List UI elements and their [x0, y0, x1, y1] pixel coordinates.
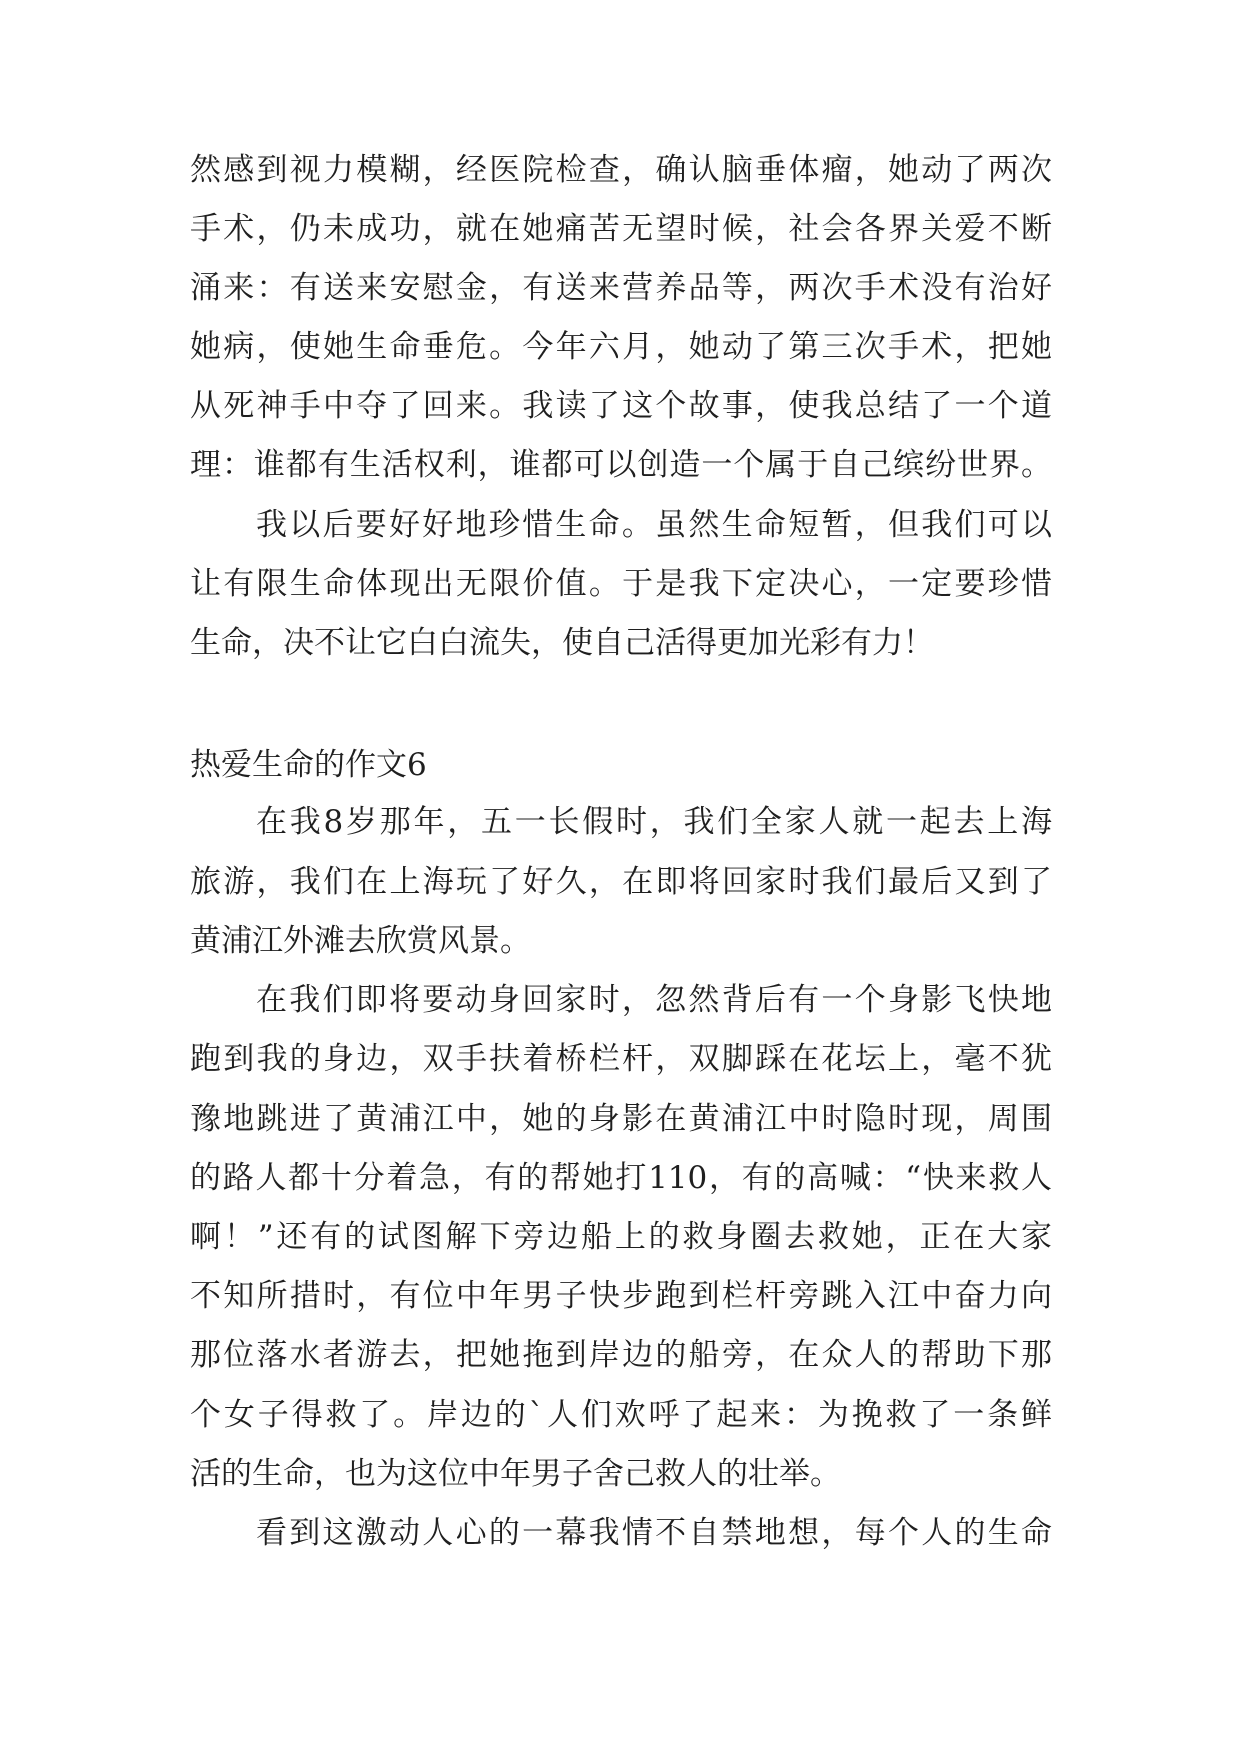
- paragraph-line: 那位落水者游去，把她拖到岸边的船旁，在众人的帮助下那: [190, 1337, 1052, 1373]
- section-heading: 热爱生命的作文6: [190, 747, 427, 783]
- paragraph-line: 个女子得救了。岸边的`人们欢呼了起来：为挽救了一条鲜: [190, 1397, 1052, 1433]
- paragraph-line: 豫地跳进了黄浦江中，她的身影在黄浦江中时隐时现，周围: [190, 1101, 1052, 1137]
- paragraph-line: 的路人都十分着急，有的帮她打110，有的高喊：“快来救人: [190, 1160, 1052, 1196]
- paragraph-line: 跑到我的身边，双手扶着桥栏杆，双脚踩在花坛上，毫不犹: [190, 1041, 1052, 1077]
- paragraph-line: 在我8岁那年，五一长假时，我们全家人就一起去上海: [256, 804, 1052, 840]
- paragraph-line: 在我们即将要动身回家时，忽然背后有一个身影飞快地: [256, 982, 1052, 1018]
- paragraph-line: 然感到视力模糊，经医院检查，确认脑垂体瘤，她动了两次: [190, 152, 1052, 188]
- paragraph-line: 我以后要好好地珍惜生命。虽然生命短暂，但我们可以: [256, 507, 1052, 543]
- paragraph-line: 看到这激动人心的一幕我情不自禁地想，每个人的生命: [256, 1515, 1052, 1551]
- paragraph-line: 让有限生命体现出无限价值。于是我下定决心，一定要珍惜: [190, 566, 1052, 602]
- paragraph-line: 旅游，我们在上海玩了好久，在即将回家时我们最后又到了: [190, 864, 1052, 900]
- paragraph-line: 她病，使她生命垂危。今年六月，她动了第三次手术，把她: [190, 329, 1052, 365]
- paragraph-line: 涌来：有送来安慰金，有送来营养品等，两次手术没有治好: [190, 270, 1052, 306]
- paragraph-line: 活的生命，也为这位中年男子舍己救人的壮举。: [190, 1456, 841, 1492]
- paragraph-line: 黄浦江外滩去欣赏风景。: [190, 923, 531, 959]
- paragraph-line: 从死神手中夺了回来。我读了这个故事，使我总结了一个道: [190, 388, 1052, 424]
- paragraph-line: 生命，决不让它白白流失，使自己活得更加光彩有力！: [190, 625, 934, 661]
- paragraph-line: 啊！”还有的试图解下旁边船上的救身圈去救她，正在大家: [190, 1219, 1052, 1255]
- paragraph-line: 手术，仍未成功，就在她痛苦无望时候，社会各界关爱不断: [190, 211, 1052, 247]
- paragraph-line: 不知所措时，有位中年男子快步跑到栏杆旁跳入江中奋力向: [190, 1278, 1052, 1314]
- paragraph-line: 理：谁都有生活权利，谁都可以创造一个属于自己缤纷世界。: [190, 447, 1052, 483]
